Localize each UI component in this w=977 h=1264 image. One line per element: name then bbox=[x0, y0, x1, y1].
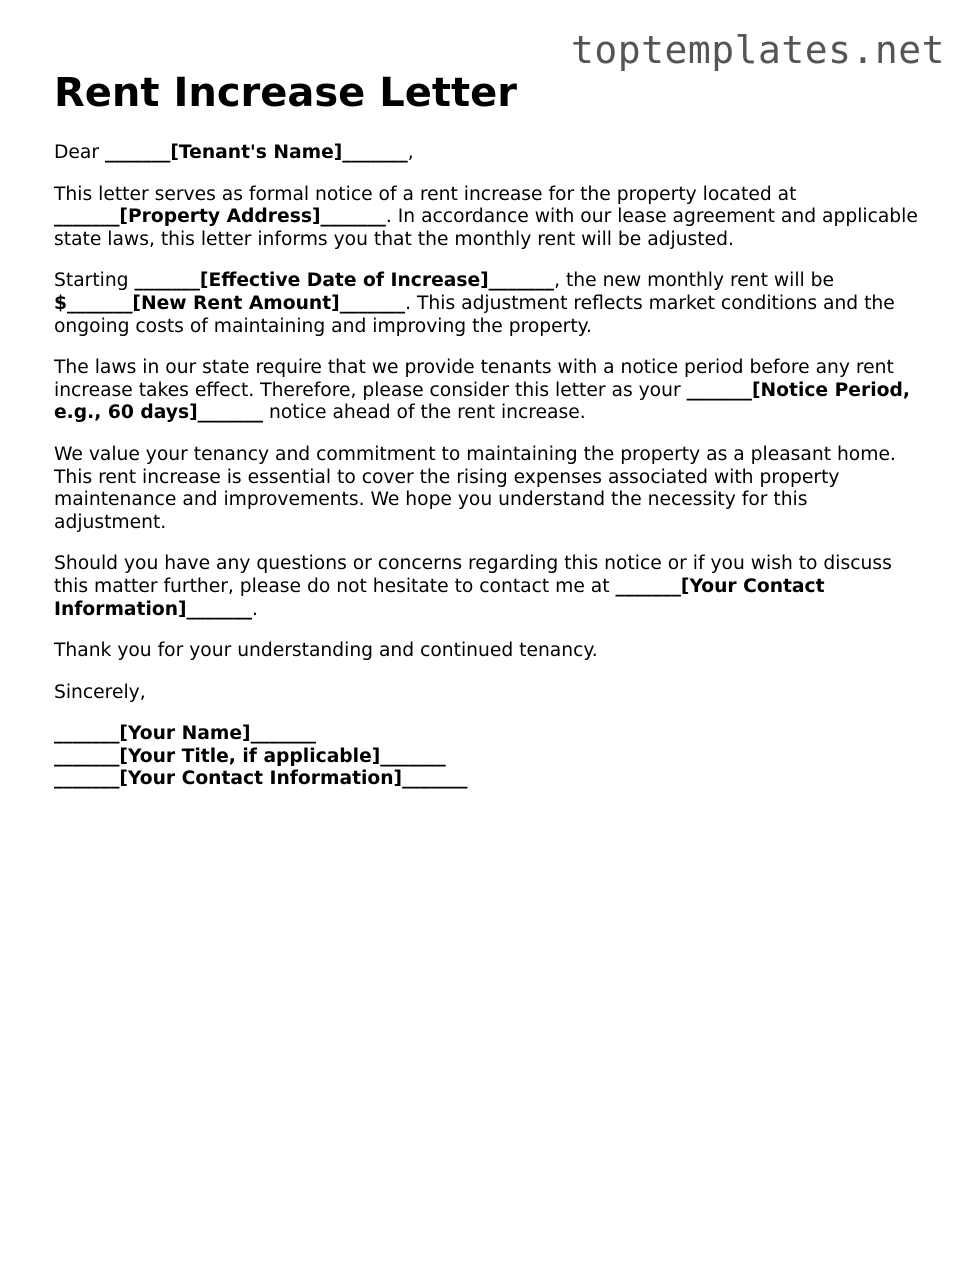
watermark: toptemplates.net bbox=[570, 28, 945, 72]
letter-page bbox=[54, 70, 924, 791]
notice-text-1: This letter serves as formal notice of a rent increase for the property located at bbox=[54, 183, 797, 205]
rent-details-paragraph bbox=[54, 270, 924, 338]
tenant-name-placeholder: _______[Tenant's Name]_______ bbox=[104, 142, 408, 163]
closing: Sincerely, bbox=[54, 681, 146, 703]
signature-contact-placeholder: _______[Your Contact Information]_______ bbox=[54, 768, 468, 790]
rent-text-3: . This adjustment reflects market conditions and the ongoing costs of maintaining and improving the property. bbox=[54, 292, 895, 337]
rent-text-2: , the new monthly rent will be bbox=[554, 270, 835, 292]
notice-paragraph bbox=[54, 184, 924, 252]
rent-text-1: Starting bbox=[54, 270, 135, 292]
signature-block bbox=[54, 723, 924, 791]
new-rent-placeholder: $_______[New Rent Amount]_______ bbox=[54, 292, 406, 314]
greeting-suffix: , bbox=[407, 142, 414, 163]
greeting-prefix: Dear bbox=[54, 142, 105, 163]
contact-paragraph bbox=[54, 553, 924, 621]
contact-text-1: Should you have any questions or concerns regarding this notice or if you wish to discuss this matter further, please do not hesitate to contact me at bbox=[54, 553, 892, 597]
notice-period-text-1: The laws in our state require that we provide tenants with a notice period before any rent increase takes effect. Therefore, please consider this letter as your bbox=[54, 357, 894, 401]
greeting bbox=[54, 142, 924, 165]
notice-period-text-2: notice ahead of the rent increase. bbox=[263, 402, 586, 424]
signature-title-placeholder: _______[Your Title, if applicable]_______ bbox=[54, 745, 446, 767]
property-address-placeholder: _______[Property Address]_______ bbox=[54, 206, 386, 228]
contact-text-2: . bbox=[251, 598, 258, 620]
signature-name-placeholder: _______[Your Name]_______ bbox=[54, 723, 316, 745]
notice-period-paragraph bbox=[54, 357, 924, 425]
contact-info-placeholder: _______[Your Contact Information]_______ bbox=[54, 575, 825, 620]
notice-text-2: . In accordance with our lease agreement and applicable state laws, this letter informs you that the monthly rent will be adjusted. bbox=[54, 206, 918, 250]
page-title: Rent Increase Letter bbox=[54, 70, 517, 116]
thank-you-paragraph: Thank you for your understanding and continued tenancy. bbox=[54, 640, 598, 662]
value-paragraph: We value your tenancy and commitment to maintaining the property as a pleasant home. This rent increase is essential to cover the rising expenses associated with property maintenance and improvements. We hope you understand the necessity for this adjustment. bbox=[54, 443, 896, 533]
effective-date-placeholder: _______[Effective Date of Increase]_______ bbox=[134, 270, 555, 292]
notice-period-placeholder: _______[Notice Period, e.g., 60 days]_______ bbox=[54, 379, 910, 424]
